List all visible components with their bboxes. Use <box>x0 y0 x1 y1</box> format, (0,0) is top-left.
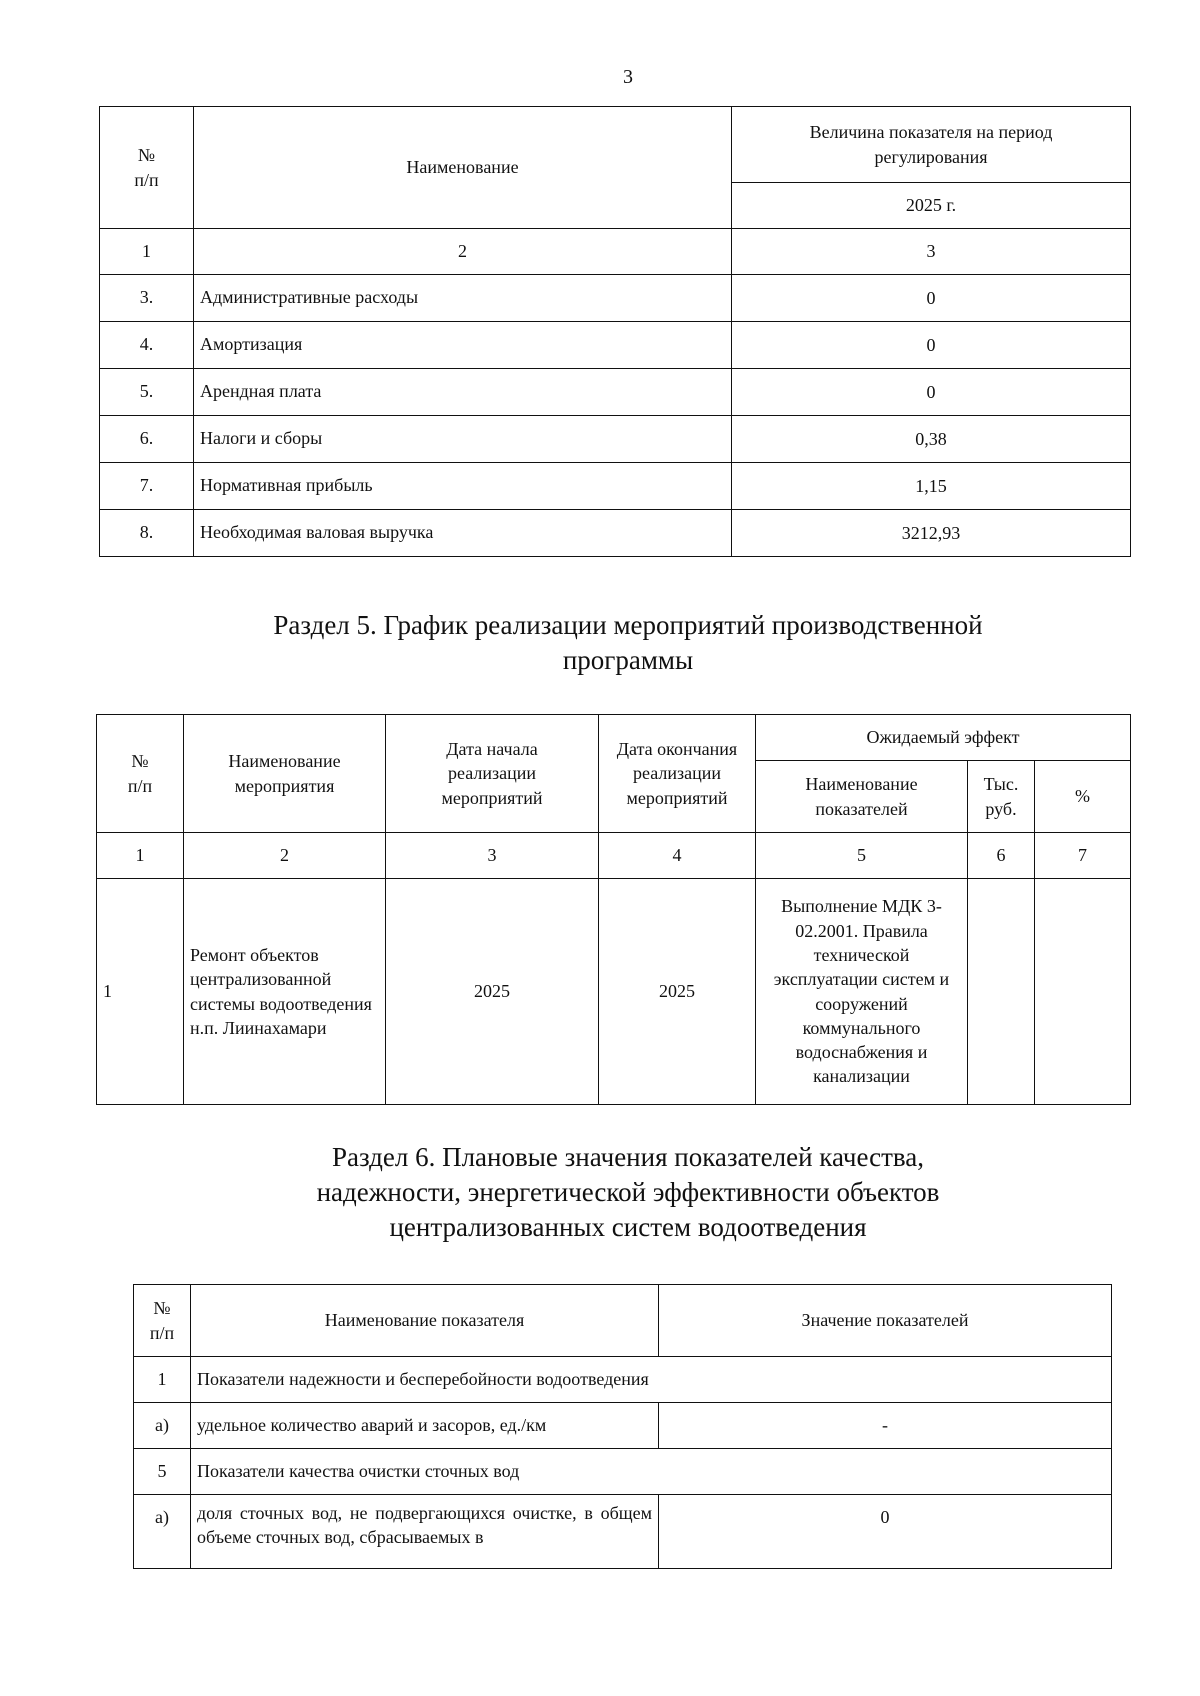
table-row <box>100 322 1131 369</box>
header-end-date: Дата окончания реализации мероприятий <box>599 715 756 833</box>
table-row <box>100 275 1131 322</box>
row-num: 6. <box>100 416 194 463</box>
index-cell: 2 <box>194 229 732 275</box>
header-value: Величина показателя на период регулирования <box>732 107 1131 183</box>
table-row <box>100 369 1131 416</box>
row-value: 0 <box>659 1495 1112 1569</box>
row-value: - <box>659 1403 1112 1449</box>
table-row <box>100 463 1131 510</box>
index-cell: 3 <box>386 833 599 879</box>
row-name: удельное количество аварий и засоров, ед./км <box>191 1403 659 1449</box>
header-num: № п/п <box>134 1285 191 1357</box>
row-indicator: Выполнение МДК 3-02.2001. Правила технической эксплуатации систем и сооружений коммунального водоснабжения и канализации <box>756 879 968 1105</box>
row-num: 1 <box>134 1357 191 1403</box>
row-name: Административные расходы <box>194 275 732 322</box>
row-value: 3212,93 <box>732 510 1131 557</box>
table-row <box>134 1449 1112 1495</box>
row-num: 7. <box>100 463 194 510</box>
row-num: а) <box>134 1403 191 1449</box>
row-num: 1 <box>97 879 184 1105</box>
index-cell: 1 <box>100 229 194 275</box>
row-value: 0 <box>732 369 1131 416</box>
header-start-date: Дата начала реализации мероприятий <box>386 715 599 833</box>
row-percent <box>1035 879 1131 1105</box>
index-cell: 5 <box>756 833 968 879</box>
row-num: 5. <box>100 369 194 416</box>
row-num: а) <box>134 1495 191 1569</box>
row-activity-name: Ремонт объектов централизованной системы водоотведения н.п. Лиинахамари <box>184 879 386 1105</box>
row-num: 5 <box>134 1449 191 1495</box>
row-group-name: Показатели надежности и бесперебойности водоотведения <box>191 1357 1112 1403</box>
index-cell: 3 <box>732 229 1131 275</box>
index-cell: 6 <box>968 833 1035 879</box>
table-row <box>134 1403 1112 1449</box>
index-cell: 7 <box>1035 833 1131 879</box>
header-name: Наименование <box>194 107 732 229</box>
index-cell: 4 <box>599 833 756 879</box>
row-value: 0 <box>732 322 1131 369</box>
table-row <box>97 879 1131 1105</box>
index-cell: 2 <box>184 833 386 879</box>
row-name: Нормативная прибыль <box>194 463 732 510</box>
row-start-date: 2025 <box>386 879 599 1105</box>
row-num: 8. <box>100 510 194 557</box>
table-row <box>100 416 1131 463</box>
row-num: 3. <box>100 275 194 322</box>
header-year: 2025 г. <box>732 183 1131 229</box>
section-5-heading: Раздел 5. График реализации мероприятий производственной программы <box>273 610 983 676</box>
table-row <box>100 510 1131 557</box>
cost-table <box>99 106 1131 557</box>
header-num: № п/п <box>100 107 194 229</box>
header-indicator: Наименование показателей <box>756 761 968 833</box>
row-group-name: Показатели качества очистки сточных вод <box>191 1449 1112 1495</box>
header-percent: % <box>1035 761 1131 833</box>
row-name: доля сточных вод, не подвергающихся очистке, в общем объеме сточных вод, сбрасываемых в <box>191 1495 659 1569</box>
section-6-heading: Раздел 6. Плановые значения показателей качества, надежности, энергетической эффективности объектов централизованных систем водоотведения <box>316 1142 940 1243</box>
row-name: Арендная плата <box>194 369 732 416</box>
row-value: 0 <box>732 275 1131 322</box>
row-value: 1,15 <box>732 463 1131 510</box>
header-thousand-rub: Тыс. руб. <box>968 761 1035 833</box>
row-name: Амортизация <box>194 322 732 369</box>
page-number: 3 <box>623 66 633 88</box>
schedule-table <box>96 714 1131 1105</box>
row-num: 4. <box>100 322 194 369</box>
index-cell: 1 <box>97 833 184 879</box>
row-end-date: 2025 <box>599 879 756 1105</box>
header-expected-effect: Ожидаемый эффект <box>756 715 1131 761</box>
header-indicator-name: Наименование показателя <box>191 1285 659 1357</box>
table-row <box>134 1495 1112 1569</box>
table-row <box>134 1357 1112 1403</box>
row-name: Налоги и сборы <box>194 416 732 463</box>
header-indicator-value: Значение показателей <box>659 1285 1112 1357</box>
row-value: 0,38 <box>732 416 1131 463</box>
row-thousand-rub <box>968 879 1035 1105</box>
header-activity-name: Наименование мероприятия <box>184 715 386 833</box>
indicators-table <box>133 1284 1112 1569</box>
row-name: Необходимая валовая выручка <box>194 510 732 557</box>
header-num: № п/п <box>97 715 184 833</box>
